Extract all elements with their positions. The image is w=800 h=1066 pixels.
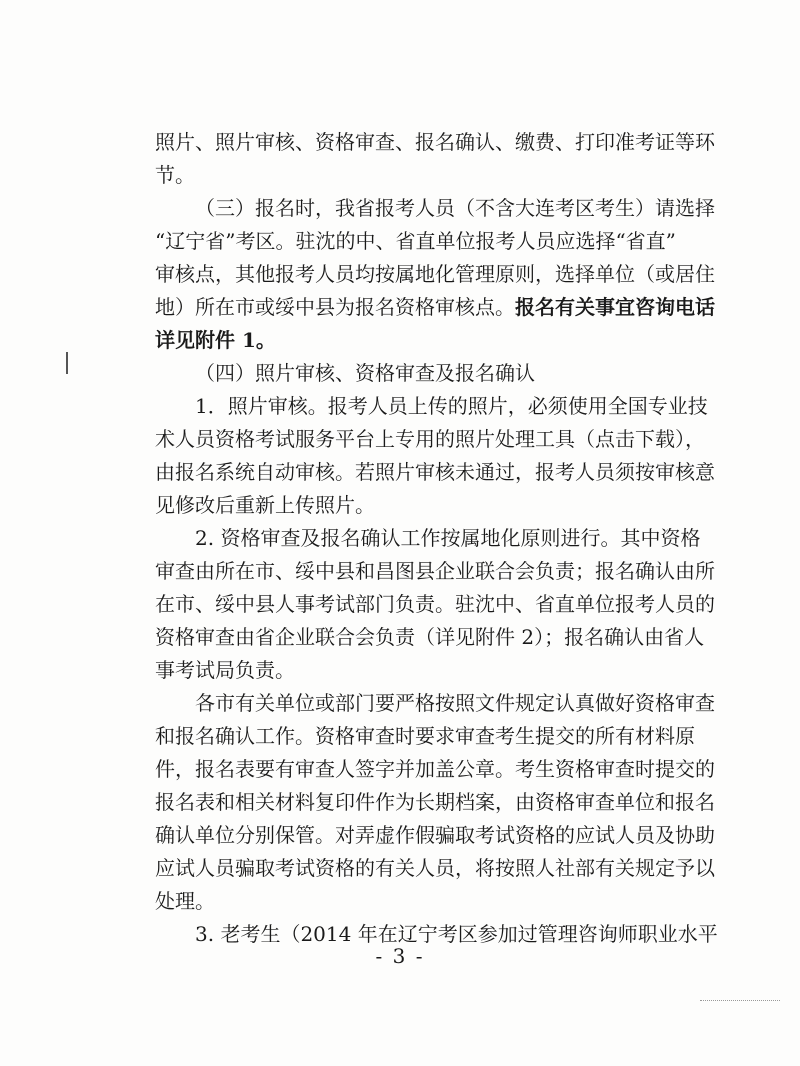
text-line: 3. 老考生（2014 年在辽宁考区参加过管理咨询师职业水平: [195, 922, 718, 946]
document-body: [155, 126, 718, 951]
section-heading: [155, 357, 675, 390]
paragraph: [155, 126, 715, 192]
text-line: （四）照片审核、资格审查及报名确认: [195, 361, 535, 385]
text-line: 事考试局负责。: [155, 658, 295, 682]
paragraph: [155, 192, 715, 357]
text-line: 审核点，其他报考人员均按属地化管理原则，选择单位（或居住: [155, 262, 715, 286]
text-line: 资格审查由省企业联合会负责（详见附件 2）；报名确认由省人: [155, 625, 705, 649]
text-line: 审查由所在市、绥中县和昌图县企业联合会负责；报名确认由所: [155, 559, 715, 583]
text-line: 确认单位分别保管。对弄虚作假骗取考试资格的应试人员及协助: [155, 823, 715, 847]
paragraph: [155, 390, 715, 522]
paragraph: [155, 687, 715, 918]
paragraph: [155, 522, 715, 687]
text-line: 件，报名表要有审查人签字并加盖公章。考生资格审查时提交的: [155, 757, 715, 781]
bold-text-line: 详见附件 1。: [155, 328, 276, 352]
page-number: - 3 -: [375, 944, 425, 968]
text-line: 见修改后重新上传照片。: [155, 493, 375, 517]
text-line: 照片、照片审核、资格审查、报名确认、缴费、打印准考证等环: [155, 130, 715, 154]
text-line: 和报名确认工作。资格审查时要求审查考生提交的所有材料原: [155, 724, 695, 748]
text-line: 在市、绥中县人事考试部门负责。驻沈中、省直单位报考人员的: [155, 592, 715, 616]
text-line: 由报名系统自动审核。若照片审核未通过，报考人员须按审核意: [155, 460, 715, 484]
text-line: “辽宁省”考区。驻沈的中、省直单位报考人员应选择“省直”: [155, 229, 676, 253]
scan-artifact: [700, 1000, 780, 1021]
text-line: （三）报名时，我省报考人员（不含大连考区考生）请选择: [195, 196, 715, 220]
scan-artifact: [66, 352, 68, 374]
text-line: 1．照片审核。报考人员上传的照片，必须使用全国专业技: [195, 394, 708, 418]
text-line: 2. 资格审查及报名确认工作按属地化原则进行。其中资格: [195, 526, 701, 550]
text-line: 报名表和相关材料复印件作为长期档案，由资格审查单位和报名: [155, 790, 715, 814]
text-line: 应试人员骗取考试资格的有关人员，将按照人社部有关规定予以: [155, 856, 715, 880]
text-line: 节。: [155, 163, 195, 187]
text-line: 各市有关单位或部门要严格按照文件规定认真做好资格审查: [195, 691, 715, 715]
text-segment: 地）所在市或绥中县为报名资格审核点。: [155, 295, 515, 319]
text-line: 术人员资格考试服务平台上专用的照片处理工具（点击下载），: [155, 427, 705, 451]
text-line: [155, 291, 715, 324]
text-line: 处理。: [155, 889, 215, 913]
bold-text: 报名有关事宜咨询电话: [515, 295, 715, 319]
